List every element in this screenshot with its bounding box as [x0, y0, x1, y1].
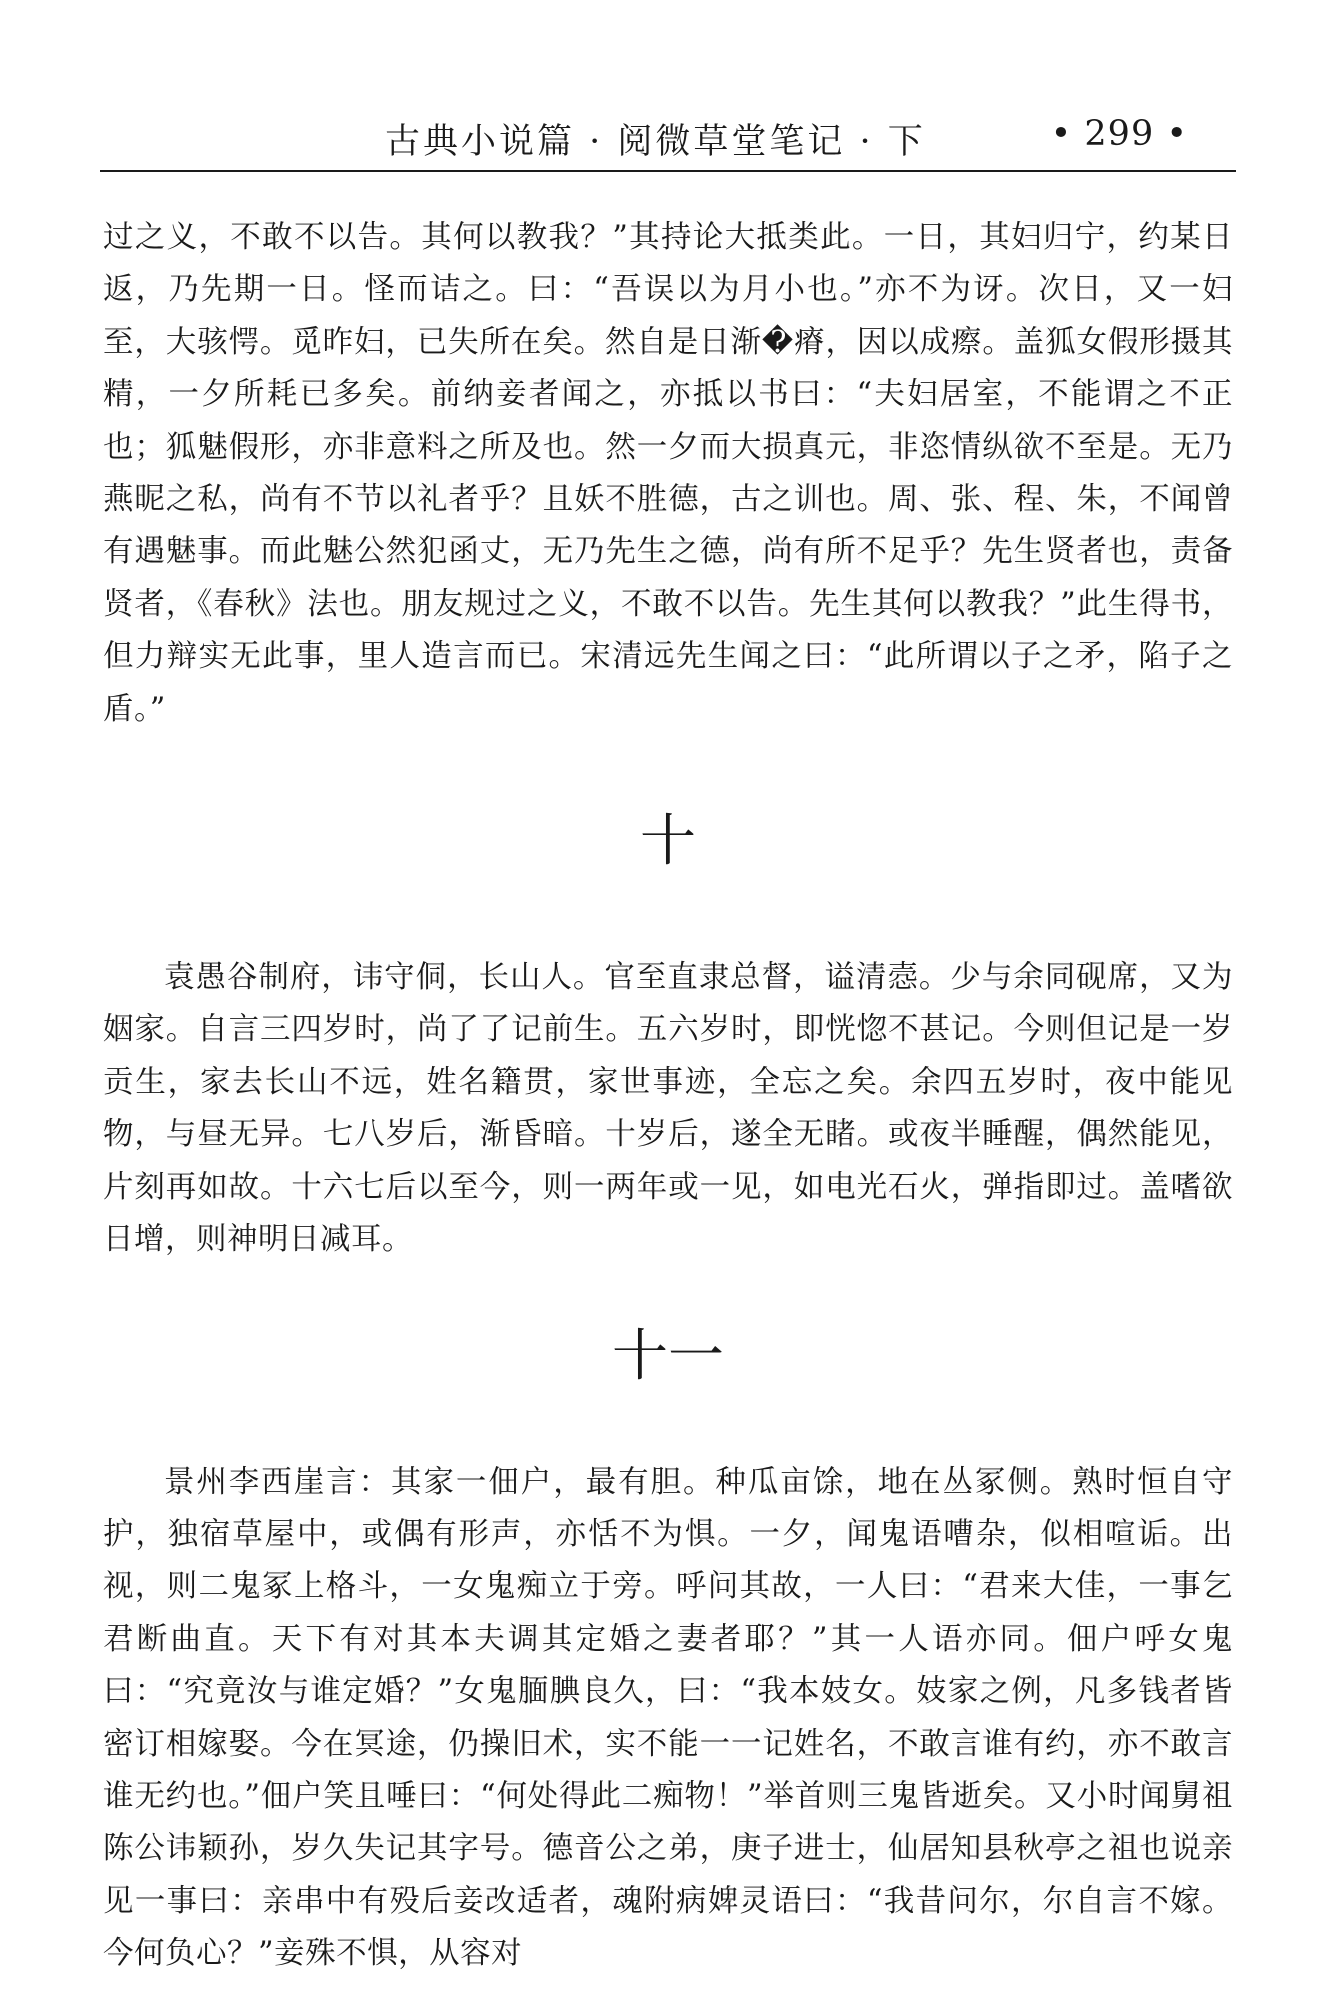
paragraph-continued: 过之义，不敢不以告。其何以教我？”其持论大抵类此。一日，其妇归宁，约某日返，乃先期一日。怪而诘之。曰：“吾误以为月小也。”亦不为讶。次日，又一妇至，大骇愕。觅昨妇，已失所在矣。然自是日渐�瘠，因以成瘵。盖狐女假形摄其精，一夕所耗已多矣。前纳妾者闻之，亦抵以书曰：“夫妇居室，不能谓之不正也；狐魅假形，亦非意料之所及也。然一夕而大损真元，非恣情纵欲不至是。无乃燕昵之私，尚有不节以礼者乎？且妖不胜德，古之训也。周、张、程、朱，不闻曾有遇魅事。而此魅公然犯函丈，无乃先生之德，尚有所不足乎？先生贤者也，责备贤者，《春秋》法也。朋友规过之义，不敢不以告。先生其何以教我？”此生得书，但力辩实无此事，里人造言而已。宋清远先生闻之曰：“此所谓以子之矛，陷子之盾。”: [103, 220, 1233, 727]
paragraph-section-10: 袁愚谷制府，讳守侗，长山人。官至直隶总督，谥清悫。少与余同砚席，又为姻家。自言三四岁时，尚了了记前生。五六岁时，即恍惚不甚记。今则但记是一岁贡生，家去长山不远，姓名籍贯，家世事迹，全忘之矣。余四五岁时，夜中能见物，与昼无异。七八岁后，渐昏暗。十岁后，遂全无睹。或夜半睡醒，偶然能见，片刻再如故。十六七后以至今，则一两年或一见，如电光石火，弹指即过。盖嗜欲日增，则神明日减耳。: [103, 960, 1233, 1258]
paragraph-section-11: 景州李西崖言：其家一佃户，最有胆。种瓜亩馀，地在丛冢侧。熟时恒自守护，独宿草屋中，或偶有形声，亦恬不为惧。一夕，闻鬼语嘈杂，似相喧诟。出视，则二鬼冢上格斗，一女鬼痴立于旁。呼问其故，一人曰：“君来大佳，一事乞君断曲直。天下有对其本夫调其定婚之妻者耶？”其一人语亦同。佃户呼女鬼曰：“究竟汝与谁定婚？”女鬼腼腆良久，曰：“我本妓女。妓家之例，凡多钱者皆密订相嫁娶。今在冥途，仍操旧术，实不能一一记姓名，不敢言谁有约，亦不敢言谁无约也。”佃户笑且唾曰：“何处得此二痴物！”举首则三鬼皆逝矣。又小时闻舅祖陈公讳颖孙，岁久失记其字号。德音公之弟，庚子进士，仙居知县秋亭之祖也说亲见一事曰：亲串中有殁后妾改适者，魂附病婢灵语曰：“我昔问尔，尔自言不嫁。今何负心？”妾殊不惧，从容对: [103, 1464, 1233, 1972]
section-heading-11: 十一: [612, 1323, 724, 1389]
page-body: [103, 212, 1233, 1981]
running-title: 古典小说篇 · 阅微草堂笔记 · 下: [385, 122, 926, 162]
header-rule: [100, 170, 1236, 172]
page-number: • 299 •: [1050, 114, 1188, 154]
page-header: [100, 108, 1236, 172]
section-heading-10: 十: [640, 809, 696, 875]
